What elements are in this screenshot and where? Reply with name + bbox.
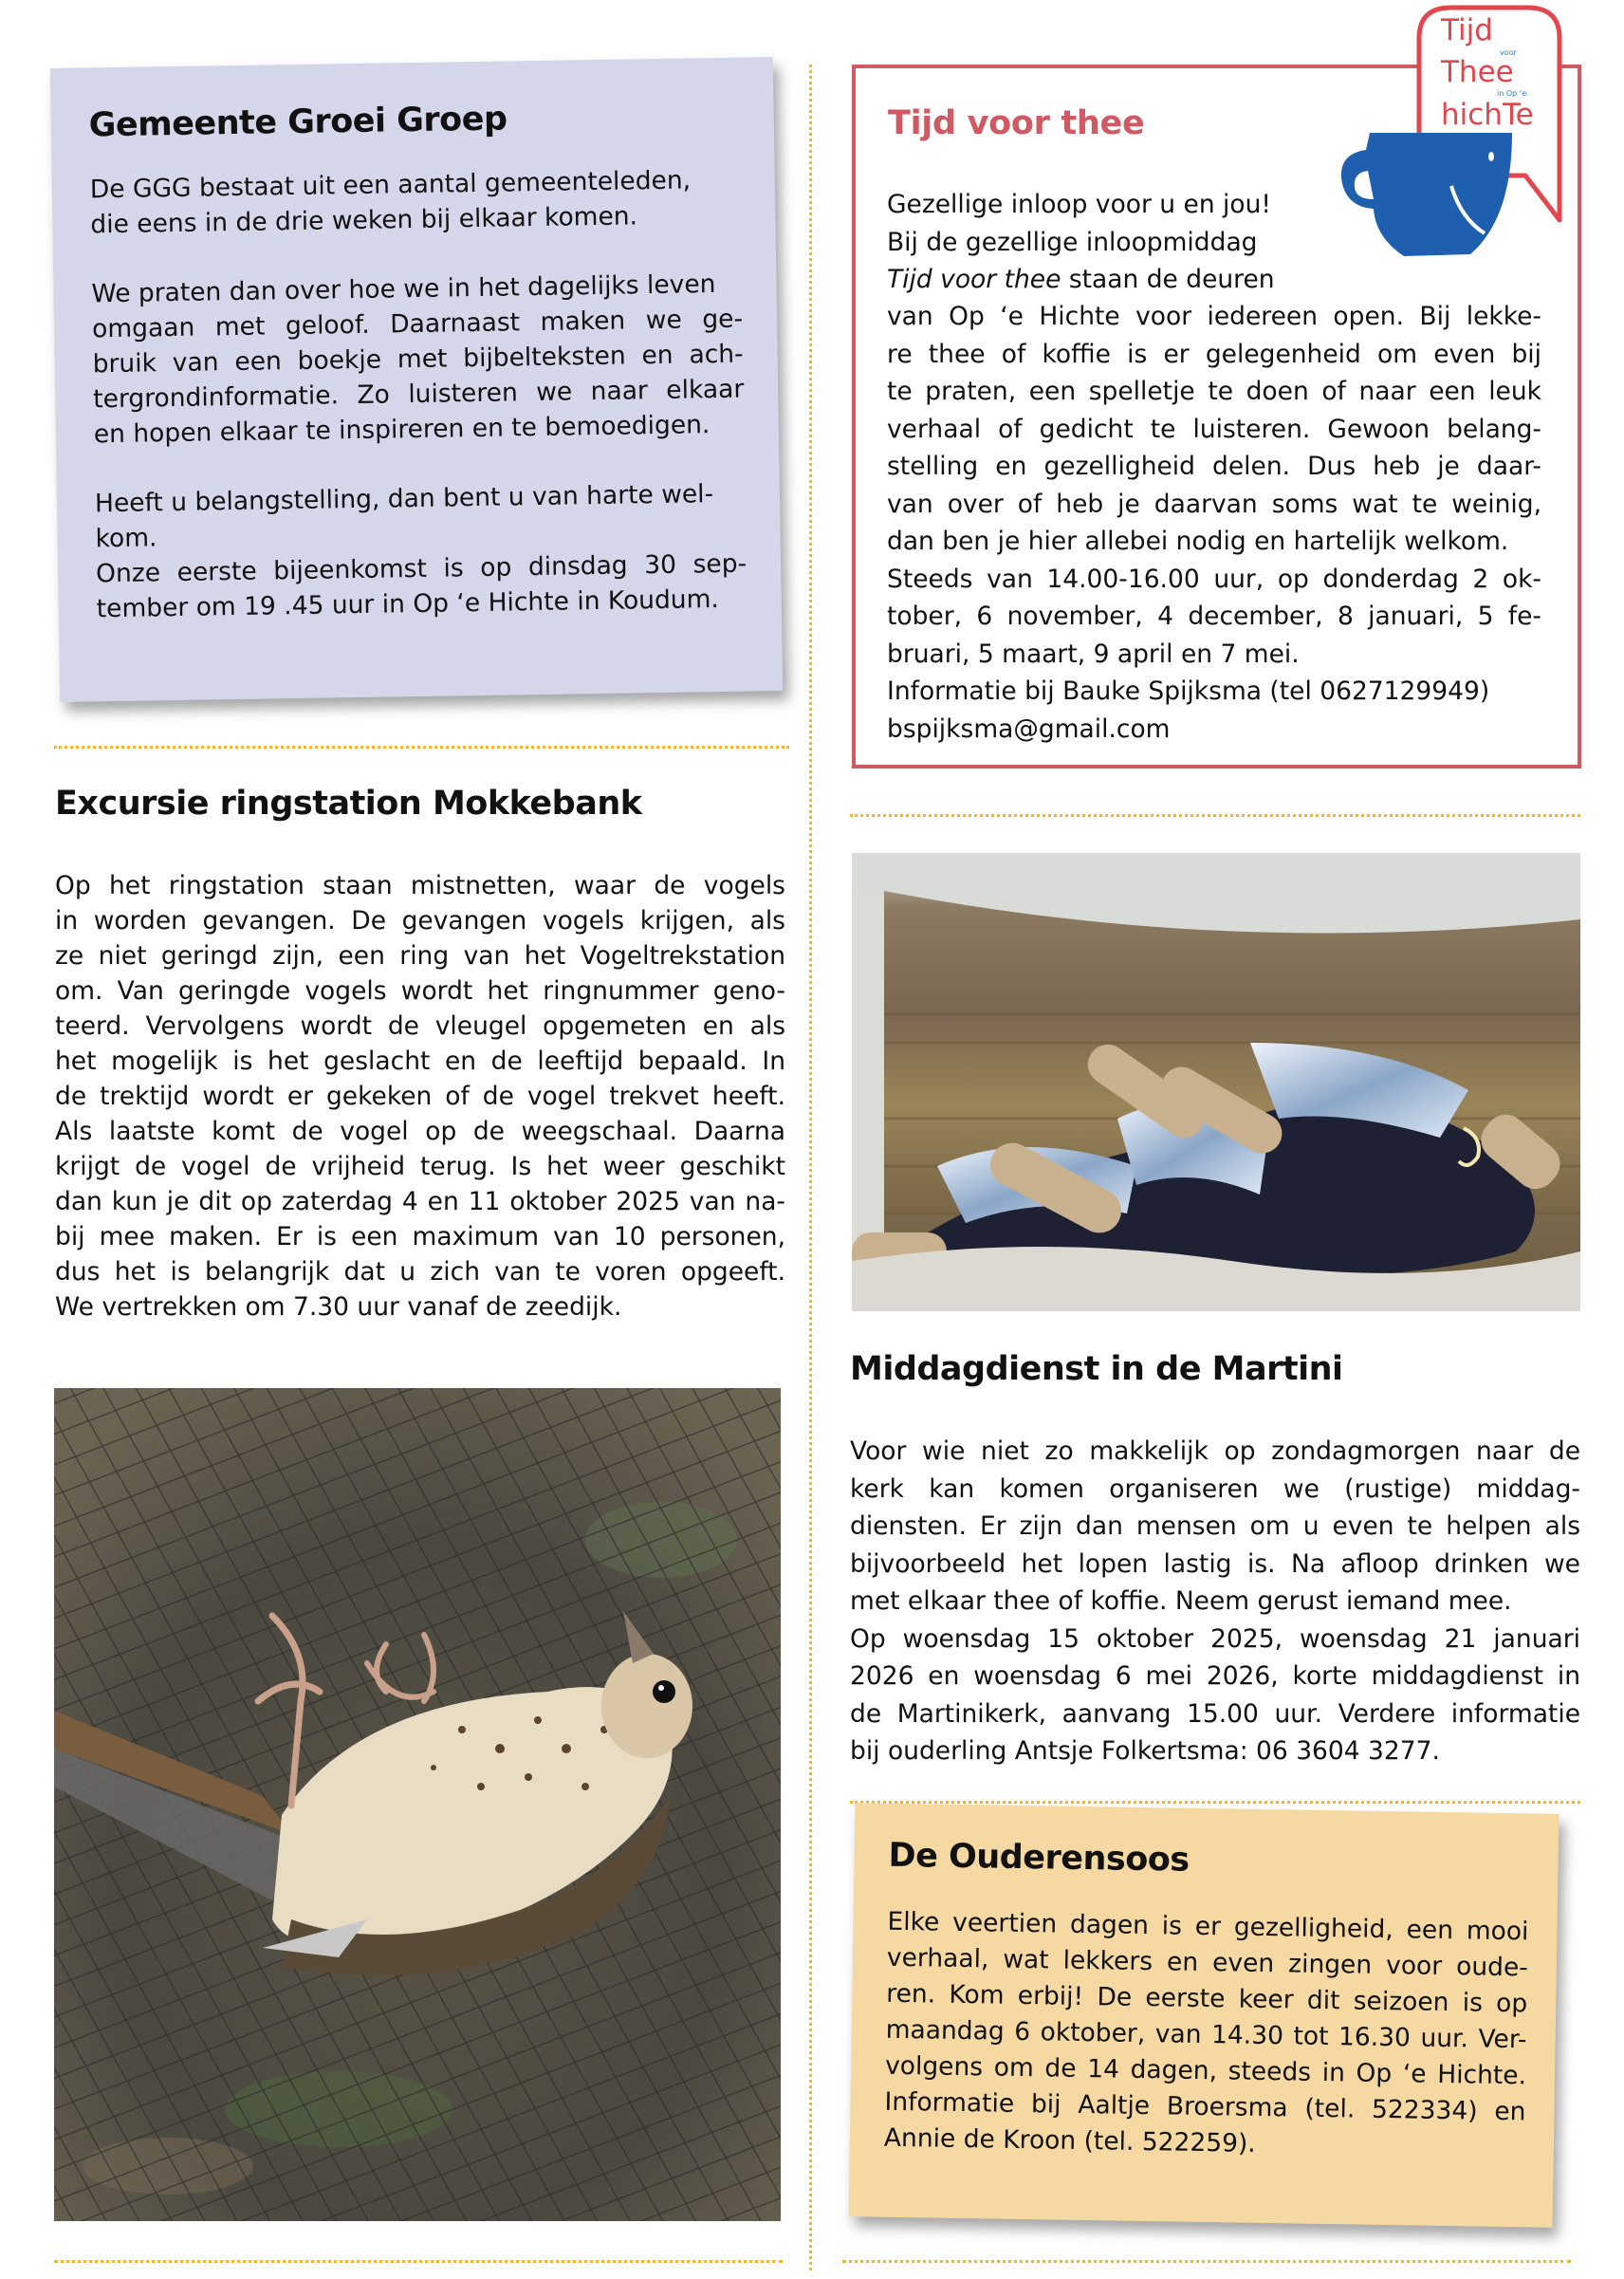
divider-right-1 xyxy=(850,814,1580,817)
logo-word-thee: Thee xyxy=(1441,55,1514,89)
bird-illustration xyxy=(54,1388,781,2221)
tea-title: Tijd voor thee xyxy=(888,104,1145,142)
logo-word-hichte: hichTe xyxy=(1441,98,1534,132)
text-line: om. Van geringde vogels wordt het ringnummer geno- xyxy=(55,976,785,1006)
tea-intro-line: Bij de gezellige inloopmiddag xyxy=(887,227,1258,257)
text-line: Steeds van 14.00-16.00 uur, op donderdag 2 ok- xyxy=(887,564,1541,594)
teacup-icon xyxy=(1341,133,1512,256)
text-line: 2026 en woensdag 6 mei 2026, korte middagdienst in xyxy=(850,1661,1580,1691)
text-line: tober, 6 november, 4 december, 8 januari, 5 fe- xyxy=(887,602,1541,631)
text-line: ren. Kom erbij! De eerste keer dit seizoen is op xyxy=(886,1978,1528,2019)
logo-word-tijd: Tijd xyxy=(1441,13,1493,47)
text-line: Onze eerste bijeenkomst is op dinsdag 30 sep- xyxy=(95,548,747,589)
text-line: dan kun je dit op zaterdag 4 en 11 oktober 2025 van na- xyxy=(55,1187,785,1216)
text-line: stelling en gezelligheid delen. Dus heb je daar- xyxy=(887,452,1541,481)
bird-in-net-photo xyxy=(54,1388,781,2221)
text-line: het mogelijk is het geslacht en de leeftijd bepaald. In xyxy=(55,1047,785,1076)
text-line: Voor wie niet zo makkelijk op zondagmorgen naar de xyxy=(850,1436,1580,1466)
middagdienst-title: Middagdienst in de Martini xyxy=(850,1350,1343,1388)
column-divider xyxy=(809,65,812,2270)
text-line: bij ouderling Antsje Folkertsma: 06 3604 3277. xyxy=(850,1736,1440,1766)
text-line: dan ben je hier allebei nodig en hartelijk welkom. xyxy=(887,527,1509,556)
text-line: te praten, een spelletje te doen of naar een leuk xyxy=(887,377,1541,406)
text-line: bij mee maken. Er is een maximum van 10 personen, xyxy=(55,1222,785,1251)
tea-italic-name: Tijd voor thee xyxy=(887,265,1061,294)
tea-logo xyxy=(1328,0,1603,275)
text-line: verhaal of gedicht te luisteren. Gewoon belang- xyxy=(887,414,1541,444)
text-line: van over of heb je daarvan soms wat te weinig, xyxy=(887,489,1541,519)
text-line: We vertrekken om 7.30 uur vanaf de zeedijk. xyxy=(55,1292,622,1322)
divider-right-2 xyxy=(850,1801,1580,1804)
text-line: omgaan met geloof. Daarnaast maken we ge- xyxy=(91,304,744,344)
text-line: Op het ringstation staan mistnetten, waar de vogels xyxy=(55,871,785,900)
text-line: kerk kan komen organiseren we (rustige) middag- xyxy=(850,1473,1580,1504)
text-line: volgens om de 14 dagen, steeds in Op ‘e Hichte. xyxy=(884,2050,1527,2091)
tea-intro-rest: staan de deuren xyxy=(1061,265,1275,294)
text-line: Op woensdag 15 oktober 2025, woensdag 21 januari xyxy=(850,1623,1580,1654)
text-line: dus het is belangrijk dat u zich van te voren opgeeft. xyxy=(55,1257,785,1287)
tea-intro-line: Gezellige inloop voor u en jou! xyxy=(887,190,1272,219)
excursie-title: Excursie ringstation Mokkebank xyxy=(55,785,642,823)
text-line: teerd. Vervolgens wordt de vleugel opgemeten en als xyxy=(55,1011,785,1041)
text-line: de trektijd wordt er gekeken of de vogel trekvet heeft. xyxy=(55,1082,785,1111)
text-line: kom. xyxy=(95,523,157,554)
text-line: die eens in de drie weken bij elkaar komen. xyxy=(90,201,638,240)
text-line: krijgt de vogel de vrijheid terug. Is het weer geschikt xyxy=(55,1152,785,1181)
text-line: en hopen elkaar te inspireren en te bemoedigen. xyxy=(93,410,710,450)
tea-intro xyxy=(887,186,1314,299)
text-line: in worden gevangen. De gevangen vogels krijgen, als xyxy=(55,906,785,936)
divider-left-1 xyxy=(54,746,789,749)
ggg-note xyxy=(50,57,783,702)
text-line: bspijksma@gmail.com xyxy=(887,713,1171,744)
text-line: De GGG bestaat uit een aantal gemeenteleden, xyxy=(89,165,692,205)
text-line: Informatie bij Bauke Spijksma (tel 0627129949) xyxy=(887,676,1490,706)
logo-small-voor: voor xyxy=(1500,48,1517,57)
text-line: Informatie bij Aaltje Broersma (tel. 522334) en xyxy=(884,2086,1526,2127)
middagdienst-body xyxy=(850,1433,1580,1770)
tea-intro-line xyxy=(887,261,1314,299)
text-line: Elke veertien dagen is er gezelligheid, een mooi xyxy=(887,1906,1529,1947)
ggg-body xyxy=(90,162,747,627)
excursie-body xyxy=(55,868,785,1325)
text-line: verhaal, wat lekkers en even zingen voor oude- xyxy=(886,1942,1529,1983)
ouderensoos-note xyxy=(849,1803,1559,2228)
tea-photo-illustration xyxy=(852,853,1580,1311)
tea-body xyxy=(887,298,1541,748)
text-line: tergrondinformatie. Zo luisteren we naar elkaar xyxy=(93,374,745,415)
ouderensoos-title: De Ouderensoos xyxy=(888,1836,1190,1880)
text-line: Annie de Kroon (tel. 522259). xyxy=(883,2122,1256,2159)
ouderensoos-body xyxy=(884,1904,1529,2167)
text-line: maandag 6 oktober, van 14.30 tot 16.30 uur. Ver- xyxy=(885,2014,1527,2055)
text-line: re thee of koffie is er gelegenheid om even bij xyxy=(887,339,1541,369)
divider-right-bottom xyxy=(842,2260,1571,2263)
text-line: bruik van een boekje met bijbelteksten en ach- xyxy=(92,339,744,380)
text-line: bijvoorbeeld het lopen lastig is. Na afloop drinken we xyxy=(850,1548,1580,1579)
text-line: Heeft u belangstelling, dan bent u van harte wel- xyxy=(94,479,714,519)
text-line: We praten dan over hoe we in het dagelijks leven xyxy=(91,269,716,309)
text-line: tember om 19 .45 uur in Op ‘e Hichte in Koudum. xyxy=(96,584,720,624)
text-line: met elkaar thee of koffie. Neem gerust iemand mee. xyxy=(850,1586,1512,1616)
ggg-title: Gemeente Groei Groep xyxy=(88,100,508,145)
tea-equipment-photo xyxy=(852,853,1580,1311)
text-line: Als laatste komt de vogel op de weegschaal. Daarna xyxy=(55,1117,785,1146)
text-line: de Martinikerk, aanvang 15.00 uur. Verdere informatie xyxy=(850,1698,1580,1729)
text-line: diensten. Er zijn dan mensen om u even te helpen als xyxy=(850,1511,1580,1541)
logo-small-in-op-e: in Op ‘e xyxy=(1497,89,1527,98)
text-line: bruari, 5 maart, 9 april en 7 mei. xyxy=(887,639,1300,669)
divider-left-bottom xyxy=(54,2260,783,2263)
text-line: ze niet geringd zijn, een ring van het Vogeltrekstation xyxy=(55,941,785,971)
text-line: van Op ‘e Hichte voor iedereen open. Bij lekke- xyxy=(887,302,1541,331)
